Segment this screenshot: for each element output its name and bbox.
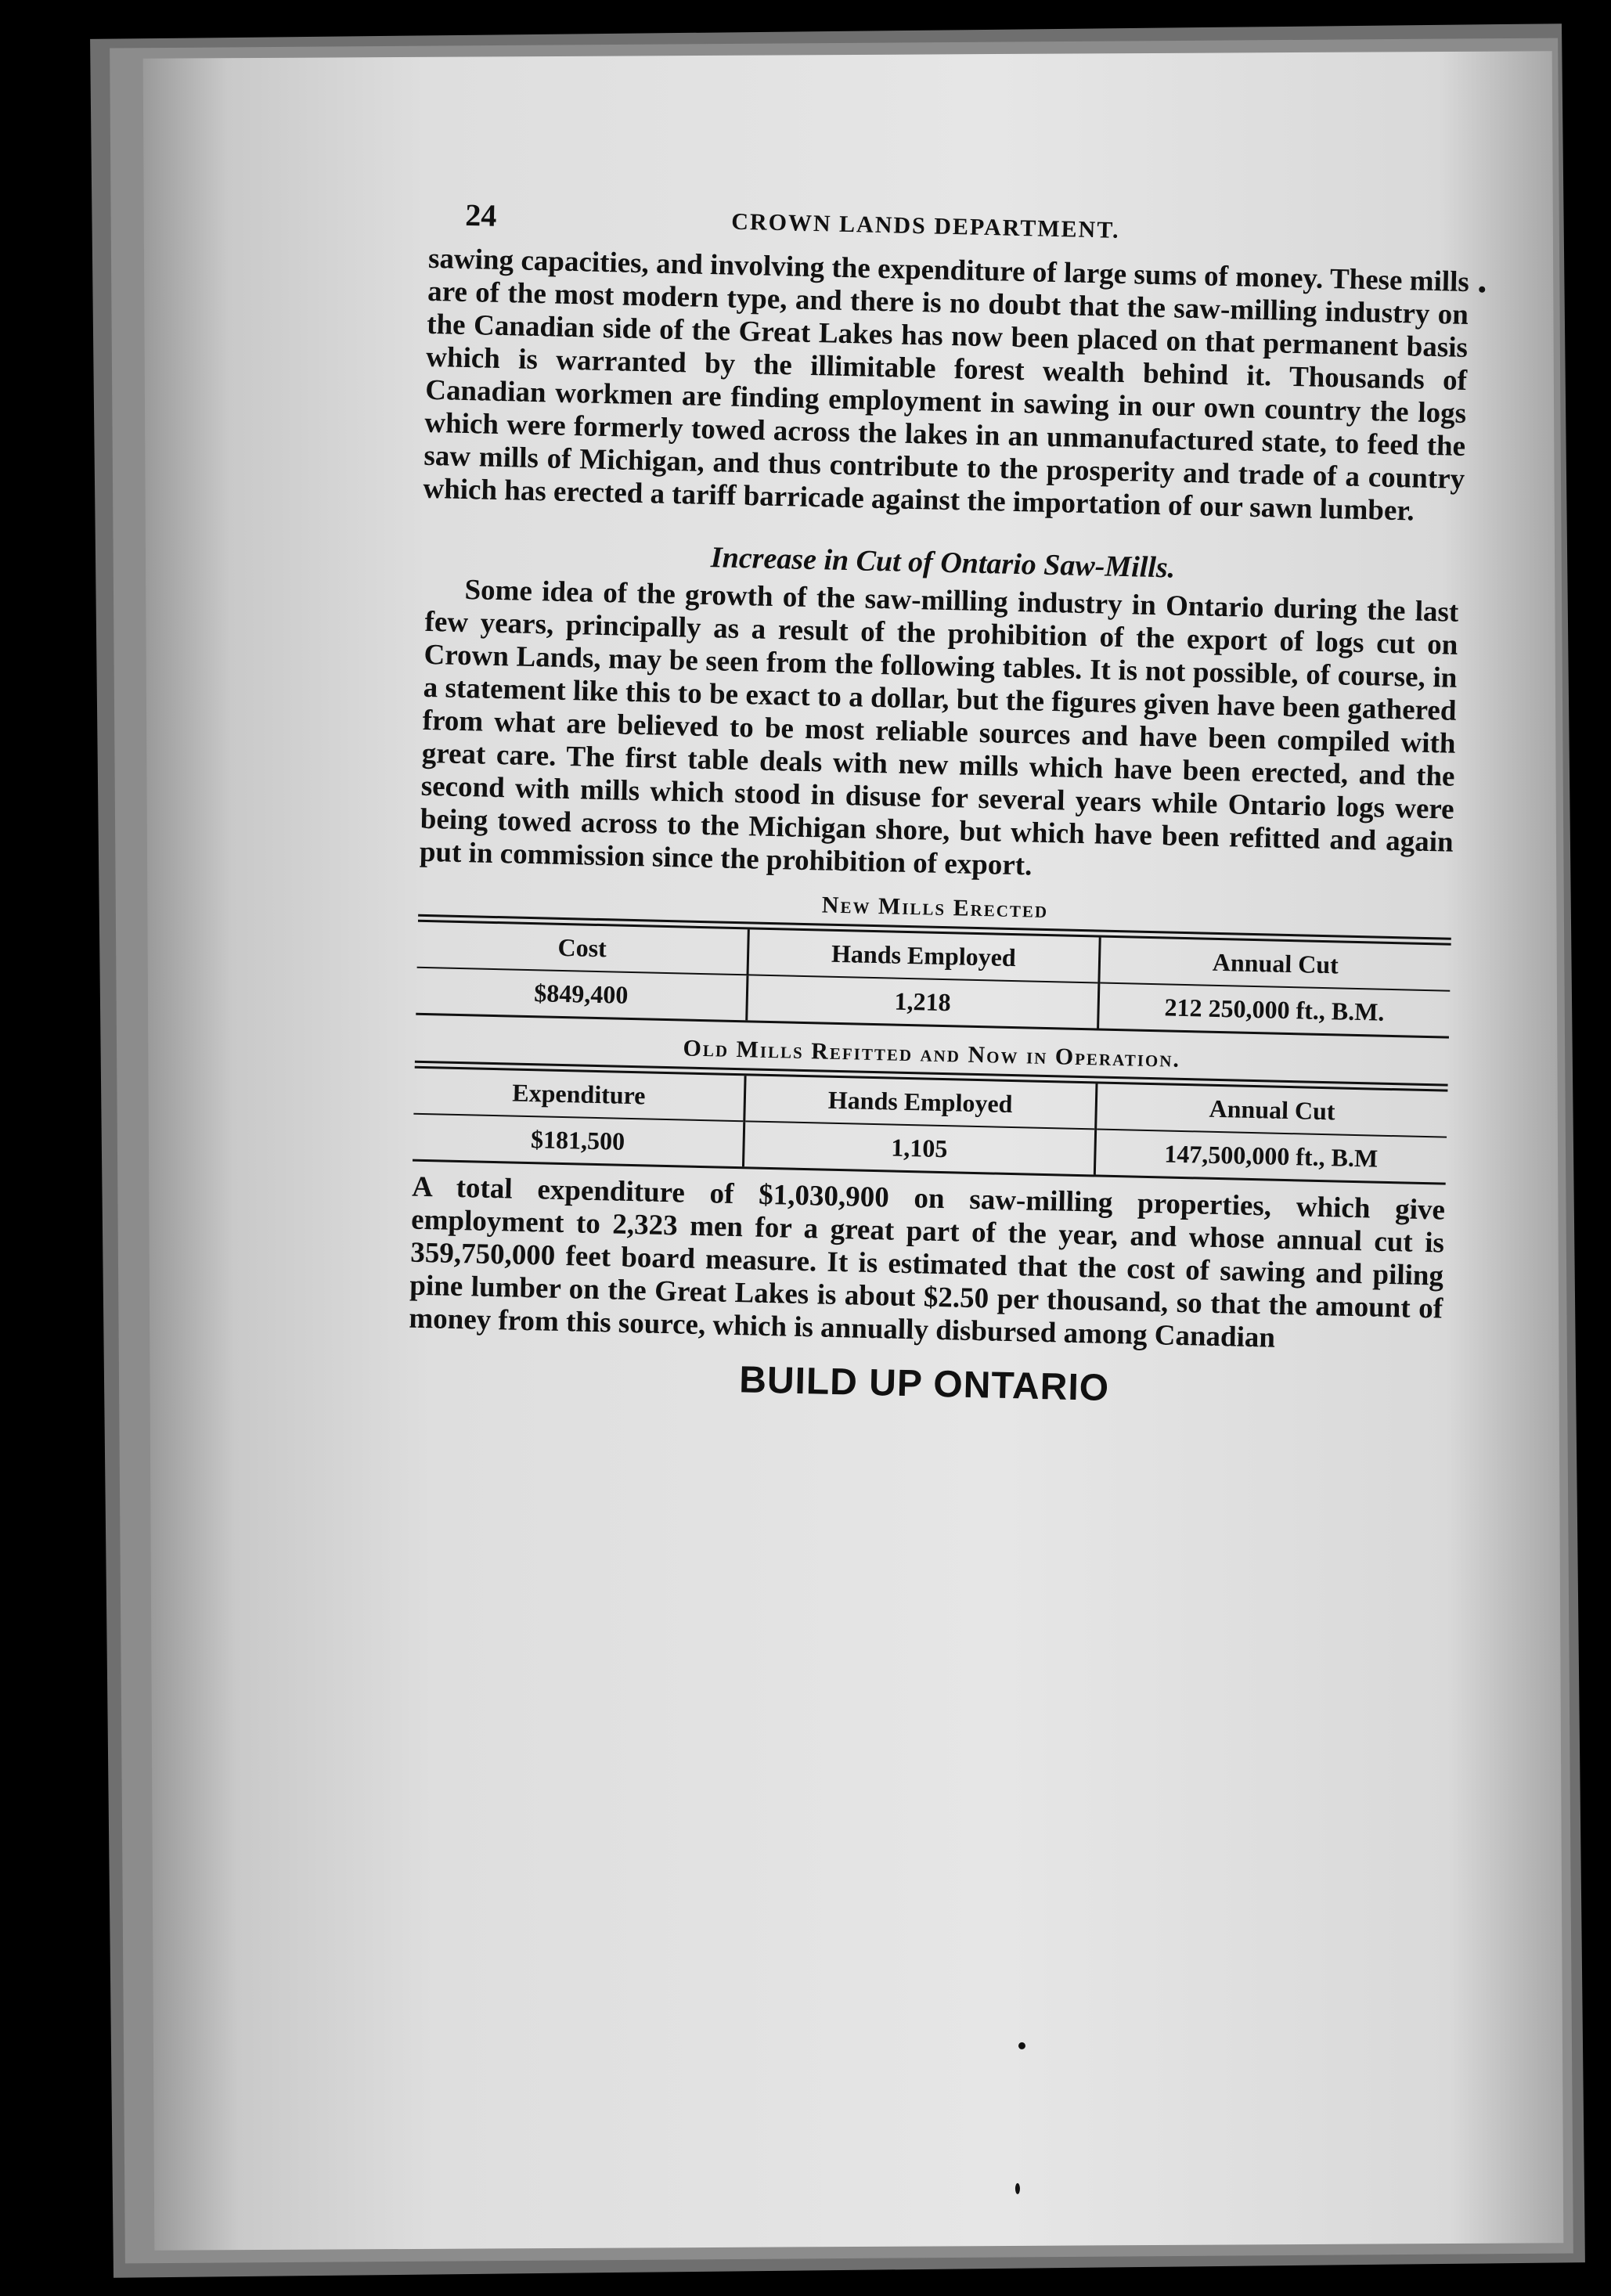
header-annual-cut: Annual Cut xyxy=(1095,1083,1447,1137)
cell-annual-cut: 147,500,000 ft., B.M xyxy=(1163,1139,1379,1173)
paragraph-total-expenditure: A total expenditure of $1,030,900 on saw-milling properties, which give employment to 2,323 men for a great part of the year, and whose annual cut is 359,750,000 feet board measure. It is estimated that the cost of sawing and piling pine lumber on the Great Lakes is about $2.50 per thousand, so that the amount of money from this source, which is annually disbursed among Canadian xyxy=(408,1170,1446,1354)
cell-cost: $849,400 xyxy=(416,968,748,1021)
header-cost: Cost xyxy=(417,922,749,975)
paragraph-sawing-capacities: sawing capacities, and involving the expenditure of large sums of money. These mills are of the most modern type, and there is no doubt that the saw-milling industry on the Canadian side of the Great Lakes has now been placed on that permanent basis which is warranted by the illimitable forest wealth behind it. Thousands of Canadian workmen are finding employment in sawing in our own country the logs which were formerly towed across the lakes in an unmanufactured state, to feed the saw mills of Michigan, and thus contribute to the prosperity and trade of a country which has erected a tariff barricade against the importation of our sawn lumber. xyxy=(423,242,1470,528)
page-number: 24 xyxy=(464,196,497,233)
build-up-ontario-banner: BUILD UP ONTARIO xyxy=(738,1359,1110,1409)
header-annual-cut: Annual Cut xyxy=(1099,938,1451,991)
paragraph-growth-of-industry: Some idea of the growth of the saw-milling industry in Ontario during the last few years, principally as a result of the prohibition of the export of logs cut on Crown Lands, may be seen from the following tables. It is not possible, of course, in a statement like this to be exact to a dollar, but the figures given have been gathered from what are believed to be most reliable sources and have been compiled with great care. The first table deals with new mills which have been erected, and the second with mills which stood in disuse for several years while Ontario logs were being towed across to the Michigan shore, but which have been refitted and again put in commission since the prohibition of export. xyxy=(419,574,1459,882)
running-head-title: CROWN LANDS DEPARTMENT. xyxy=(730,208,1120,243)
ink-speck xyxy=(1479,287,1485,293)
section-heading: Increase in Cut of Ontario Saw-Mills. xyxy=(710,541,1176,585)
header-hands-employed: Hands Employed xyxy=(748,929,1100,982)
table-caption-old-mills: Old Mills Refitted and Now in Operation. xyxy=(683,1035,1181,1072)
cell-expenditure: $181,500 xyxy=(413,1114,744,1167)
header-hands-employed: Hands Employed xyxy=(744,1076,1097,1129)
header-expenditure: Expenditure xyxy=(413,1069,745,1122)
cell-annual-cut: 212 250,000 ft., B.M. xyxy=(1164,993,1385,1026)
ink-speck xyxy=(1018,2042,1025,2049)
cell-hands-employed: 1,218 xyxy=(747,975,1099,1028)
table-caption-new-mills: New Mills Erected xyxy=(821,892,1049,924)
ink-speck xyxy=(1015,2183,1020,2194)
page-content xyxy=(407,196,1470,1418)
cell-hands-employed: 1,105 xyxy=(743,1121,1095,1174)
